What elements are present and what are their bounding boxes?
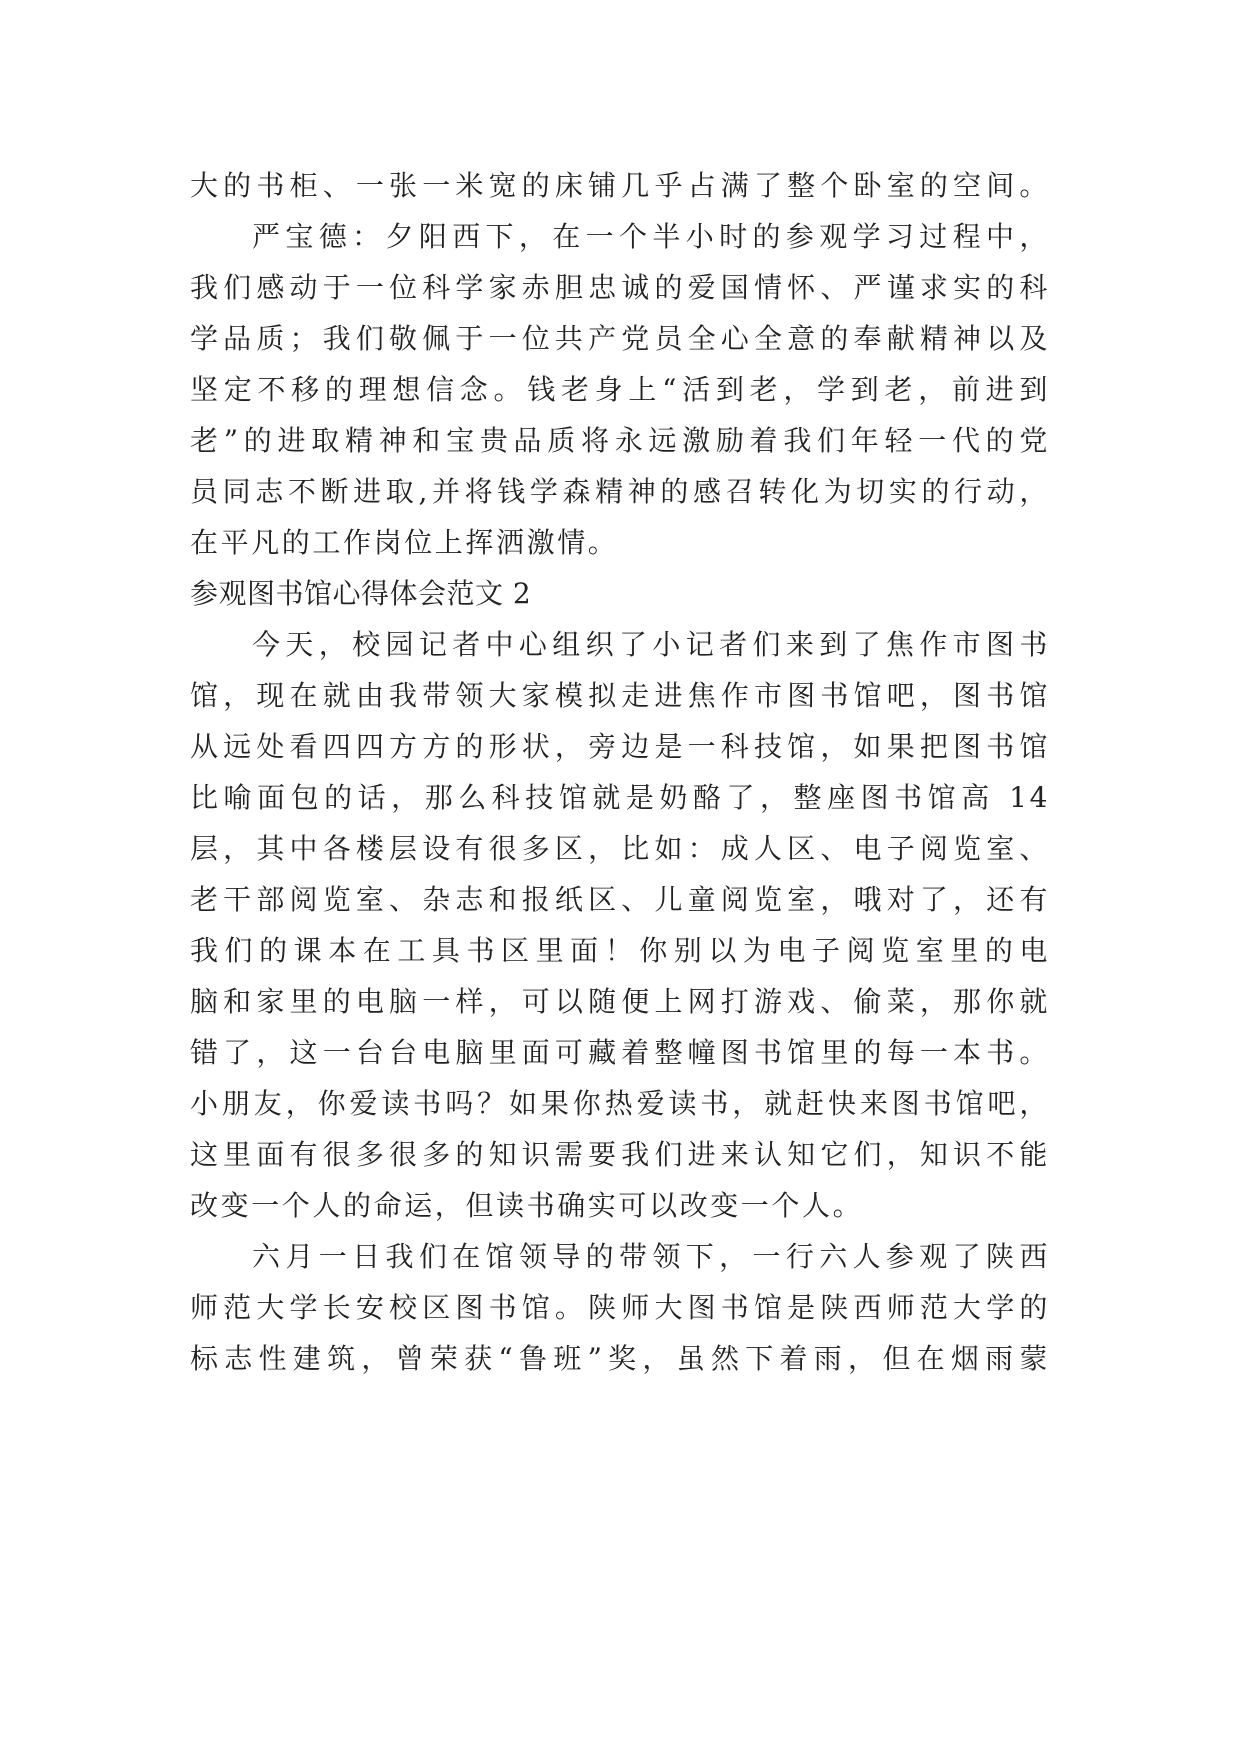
text-line: 这里面有很多很多的知识需要我们进来认知它们，知识不能 — [190, 1138, 1050, 1171]
text-line: 严宝德：夕阳西下，在一个半小时的参观学习过程中， — [252, 220, 1050, 253]
text-line: 坚定不移的理想信念。钱老身上“活到老，学到老，前进到 — [190, 373, 1050, 406]
text-line: 今天，校园记者中心组织了小记者们来到了焦作市图书 — [252, 628, 1050, 661]
text-line: 老”的进取精神和宝贵品质将永远激励着我们年轻一代的党 — [190, 424, 1050, 457]
text-line: 六月一日我们在馆领导的带领下，一行六人参观了陕西 — [252, 1240, 1050, 1273]
text-line: 我们感动于一位科学家赤胆忠诚的爱国情怀、严谨求实的科 — [190, 271, 1050, 304]
text-line: 老干部阅览室、杂志和报纸区、儿童阅览室，哦对了，还有 — [190, 883, 1050, 916]
text-line: 在平凡的工作岗位上挥洒激情。 — [190, 526, 619, 559]
section-heading: 参观图书馆心得体会范文 2 — [190, 577, 532, 610]
text-line: 层，其中各楼层设有很多区，比如：成人区、电子阅览室、 — [190, 832, 1050, 865]
text-line: 馆，现在就由我带领大家模拟走进焦作市图书馆吧，图书馆 — [190, 679, 1050, 712]
text-line: 学品质；我们敬佩于一位共产党员全心全意的奉献精神以及 — [190, 322, 1050, 355]
text-line: 大的书柜、一张一米宽的床铺几乎占满了整个卧室的空间。 — [190, 169, 1050, 202]
text-line: 改变一个人的命运，但读书确实可以改变一个人。 — [190, 1189, 864, 1222]
text-line: 脑和家里的电脑一样，可以随便上网打游戏、偷菜，那你就 — [190, 985, 1050, 1018]
text-line: 员同志不断进取,并将钱学森精神的感召转化为切实的行动， — [190, 475, 1050, 508]
text-line: 错了，这一台台电脑里面可藏着整幢图书馆里的每一本书。 — [190, 1036, 1050, 1069]
text-line: 从远处看四四方方的形状，旁边是一科技馆，如果把图书馆 — [190, 730, 1050, 763]
text-line: 师范大学长安校区图书馆。陕师大图书馆是陕西师范大学的 — [190, 1291, 1050, 1324]
text-line: 标志性建筑，曾荣获“鲁班”奖，虽然下着雨，但在烟雨蒙 — [190, 1342, 1050, 1375]
text-line: 我们的课本在工具书区里面！你别以为电子阅览室里的电 — [190, 934, 1050, 967]
text-line: 比喻面包的话，那么科技馆就是奶酪了，整座图书馆高 14 — [190, 781, 1050, 814]
text-line: 小朋友，你爱读书吗？如果你热爱读书，就赶快来图书馆吧， — [190, 1087, 1050, 1120]
document-body — [190, 160, 1050, 1384]
